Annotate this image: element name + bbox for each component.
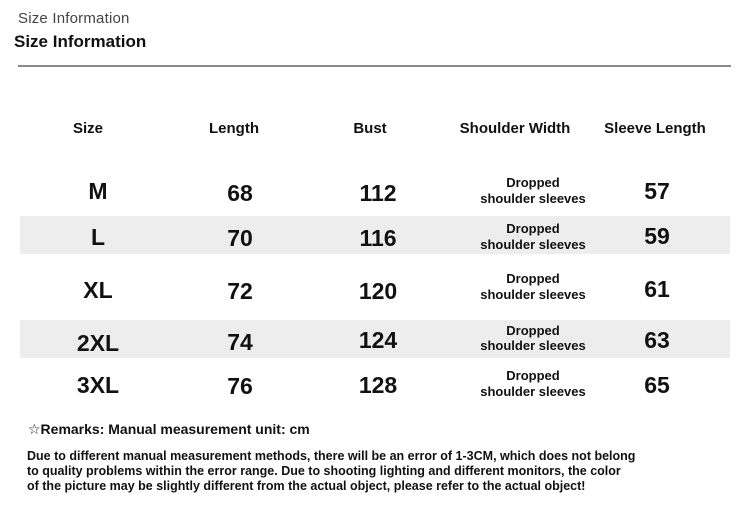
cell-length: 68	[227, 180, 253, 206]
subtitle-gray: Size Information	[18, 10, 130, 27]
cell-length: 72	[227, 278, 253, 304]
cell-shoulder-line2: shoulder sleeves	[480, 287, 586, 302]
cell-bust: 124	[358, 327, 398, 353]
column-header-bust: Bust	[353, 120, 387, 137]
cell-length: 70	[227, 225, 253, 251]
cell-shoulder-line2: shoulder sleeves	[480, 384, 586, 399]
cell-sleeve: 57	[644, 178, 670, 204]
cell-shoulder-line1: Dropped	[506, 221, 560, 236]
cell-bust: 120	[358, 278, 398, 304]
cell-size: XL	[83, 277, 113, 303]
cell-size: 2XL	[76, 330, 120, 356]
column-header-sleeve-length: Sleeve Length	[604, 120, 706, 137]
title-divider	[18, 65, 731, 67]
cell-shoulder-line1: Dropped	[506, 368, 560, 383]
column-header-size: Size	[72, 120, 103, 137]
remarks-line: Due to different manual measurement methods, there will be an error of 1-3CM, which does not belong	[27, 449, 636, 463]
remarks-line: to quality problems within the error range. Due to shooting lighting and different monitors, the color	[27, 464, 621, 478]
cell-bust: 116	[359, 225, 397, 251]
cell-shoulder-line2: shoulder sleeves	[480, 338, 586, 353]
cell-bust: 112	[359, 180, 397, 206]
cell-size: L	[90, 224, 106, 250]
column-header-length: Length	[209, 120, 259, 137]
cell-length: 74	[227, 329, 253, 355]
cell-shoulder-line1: Dropped	[506, 271, 560, 286]
remarks-text	[27, 449, 727, 494]
cell-shoulder-line2: shoulder sleeves	[480, 237, 586, 252]
cell-shoulder-line2: shoulder sleeves	[480, 191, 586, 206]
cell-sleeve: 59	[644, 223, 670, 249]
cell-size: M	[88, 178, 108, 204]
cell-shoulder-line1: Dropped	[506, 175, 560, 190]
cell-length: 76	[227, 373, 253, 399]
remarks-line: of the picture may be slightly different from the actual object, please refer to the actual object!	[27, 479, 586, 493]
cell-shoulder-line1: Dropped	[506, 323, 560, 338]
cell-sleeve: 63	[644, 327, 670, 353]
cell-sleeve: 65	[644, 372, 670, 398]
column-header-shoulder-width: Shoulder Width	[459, 120, 571, 137]
page-title: Size Information	[14, 32, 147, 51]
cell-size: 3XL	[76, 372, 120, 398]
cell-bust: 128	[358, 372, 398, 398]
remarks-title: ☆Remarks: Manual measurement unit: cm	[28, 421, 310, 437]
cell-sleeve: 61	[644, 276, 670, 302]
